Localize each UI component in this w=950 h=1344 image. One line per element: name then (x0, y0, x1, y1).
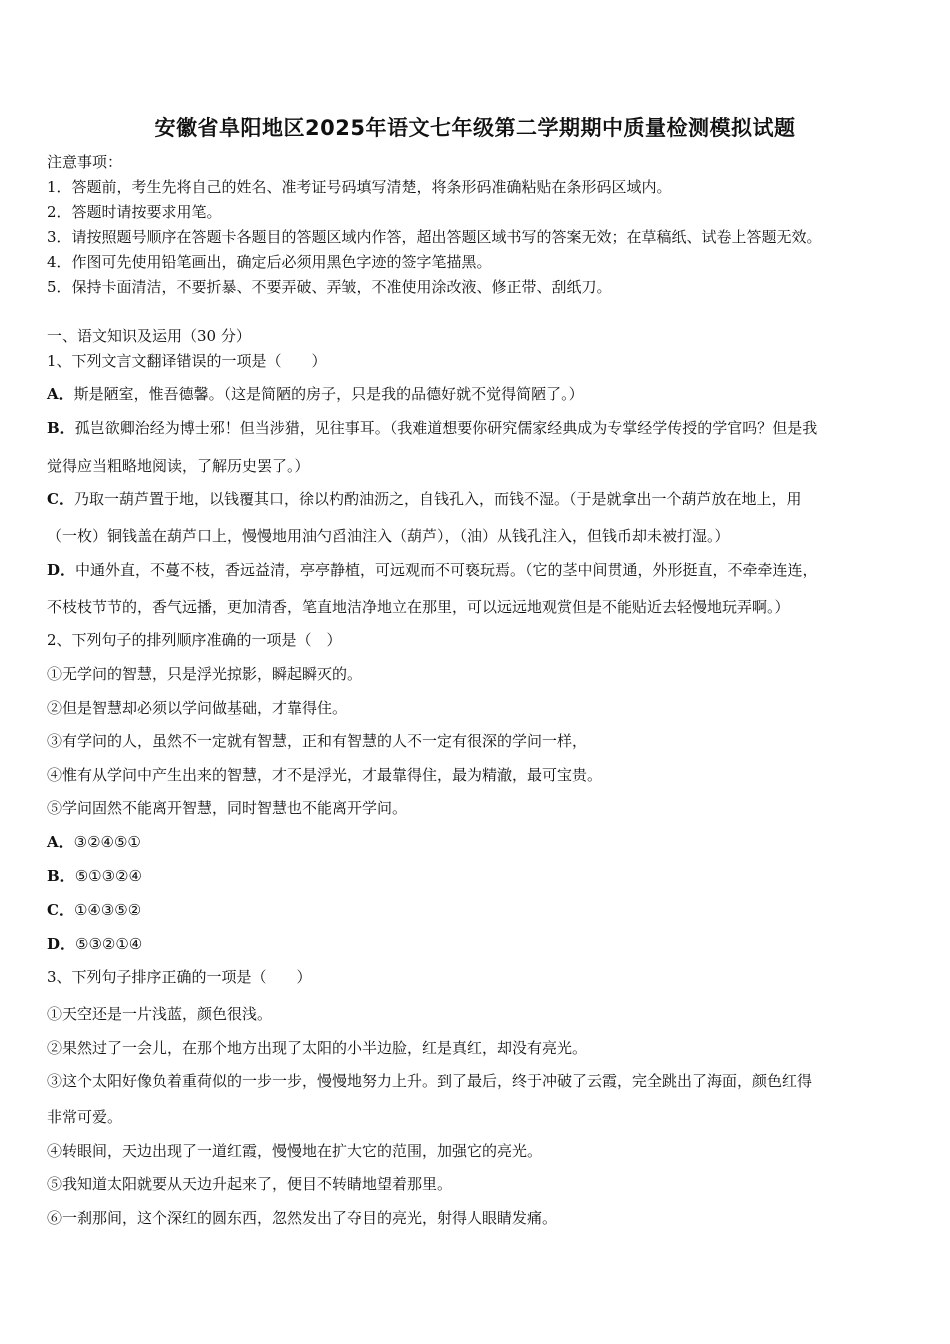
q1-option-d (47, 560, 909, 580)
q1-option-a (47, 384, 909, 404)
q2-option-b (47, 866, 909, 886)
q1-option-c (47, 489, 909, 509)
q1-option-d-cont: 不枝枝节节的，香气远播，更加清香，笔直地洁净地立在那里，可以远远地观赏但是不能贴近去轻慢地玩弄啊。） (47, 598, 790, 616)
notice-item: 4．作图可先使用铅笔画出，确定后必须用黑色字迹的签字笔描黑。 (47, 253, 492, 271)
option-label: C． (47, 901, 74, 919)
q3-sentence: ②果然过了一会儿，在那个地方出现了太阳的小半边脸，红是真红，却没有亮光。 (47, 1039, 588, 1057)
notice-item: 1．答题前，考生先将自己的姓名、准考证号码填写清楚，将条形码准确粘贴在条形码区域内。 (47, 178, 672, 196)
q2-sentence: ④惟有从学问中产生出来的智慧，才不是浮光，才最靠得住，最为精澈，最可宝贵。 (47, 766, 603, 784)
q2-sentence: ②但是智慧却必须以学问做基础，才靠得住。 (47, 699, 348, 717)
option-label: C． (47, 490, 74, 508)
q3-sentence-cont: 非常可爱。 (47, 1108, 123, 1126)
question-1-stem: 1、下列文言文翻译错误的一项是（ ） (47, 352, 327, 370)
notice-heading: 注意事项： (47, 153, 123, 171)
option-label: B． (47, 419, 75, 437)
option-text: 孤岂欲卿治经为博士邪！但当涉猎，见往事耳。（我难道想要你研究儒家经典成为专掌经学传授的学官吗？但是我 (74, 419, 818, 437)
option-label: A． (47, 385, 74, 403)
q3-sentence: ⑤我知道太阳就要从天边升起来了，便目不转睛地望着那里。 (47, 1175, 453, 1193)
option-text: 中通外直，不蔓不枝，香远益清，亭亭静植，可远观而不可亵玩焉。（它的茎中间贯通，外形挺直，不牵牵连连， (75, 561, 818, 579)
q2-sentence: ③有学问的人，虽然不一定就有智慧，正和有智慧的人不一定有很深的学问一样， (47, 732, 588, 750)
q3-sentence: ③这个太阳好像负着重荷似的一步一步，慢慢地努力上升。到了最后，终于冲破了云霞，完全跳出了海面，颜色红得 (47, 1072, 813, 1090)
notice-item: 2．答题时请按要求用笔。 (47, 203, 222, 221)
q1-option-c-cont: （一枚）铜钱盖在葫芦口上，慢慢地用油勺舀油注入（葫芦），（油）从钱孔注入，但钱币却未被打湿。） (47, 527, 730, 545)
option-label: B． (47, 867, 75, 885)
q1-option-b-cont: 觉得应当粗略地阅读，了解历史罢了。） (47, 457, 310, 475)
option-text: ③②④⑤① (73, 833, 141, 851)
section-heading: 一、语文知识及运用（30 分） (47, 327, 251, 345)
option-text: ⑤③②①④ (75, 935, 143, 953)
q3-sentence: ①天空还是一片浅蓝，颜色很浅。 (47, 1005, 273, 1023)
page-title: 安徽省阜阳地区2025年语文七年级第二学期期中质量检测模拟试题 (154, 116, 796, 140)
q2-sentence: ⑤学问固然不能离开智慧，同时智慧也不能离开学问。 (47, 799, 408, 817)
option-text: ①④③⑤② (73, 901, 142, 919)
option-text: 乃取一葫芦置于地，以钱覆其口，徐以杓酌油沥之，自钱孔入，而钱不湿。（于是就拿出一个葫芦放在地上，用 (73, 490, 802, 508)
q2-option-a (47, 832, 909, 852)
option-text: ⑤①③②④ (74, 867, 142, 885)
question-3-stem: 3、下列句子排序正确的一项是（ ） (47, 968, 312, 986)
q2-sentence: ①无学问的智慧，只是浮光掠影，瞬起瞬灭的。 (47, 665, 363, 683)
question-2-stem: 2、下列句子的排列顺序准确的一项是（ ） (47, 631, 342, 649)
option-label: D． (47, 561, 76, 579)
option-label: D． (47, 935, 76, 953)
notice-item: 5．保持卡面清洁，不要折暴、不要弄破、弄皱，不准使用涂改液、修正带、刮纸刀。 (47, 278, 612, 296)
q2-option-c (47, 900, 909, 920)
q3-sentence: ⑥一刹那间，这个深红的圆东西，忽然发出了夺目的亮光，射得人眼睛发痛。 (47, 1209, 558, 1227)
option-label: A． (47, 833, 74, 851)
option-text: 斯是陋室，惟吾德馨。（这是简陋的房子，只是我的品德好就不觉得简陋了。） (73, 385, 584, 403)
q3-sentence: ④转眼间，天边出现了一道红霞，慢慢地在扩大它的范围，加强它的亮光。 (47, 1142, 543, 1160)
notice-item: 3．请按照题号顺序在答题卡各题目的答题区域内作答，超出答题区域书写的答案无效；在草稿纸、试卷上答题无效。 (47, 228, 822, 246)
q1-option-b (47, 418, 909, 438)
q2-option-d (47, 934, 909, 954)
